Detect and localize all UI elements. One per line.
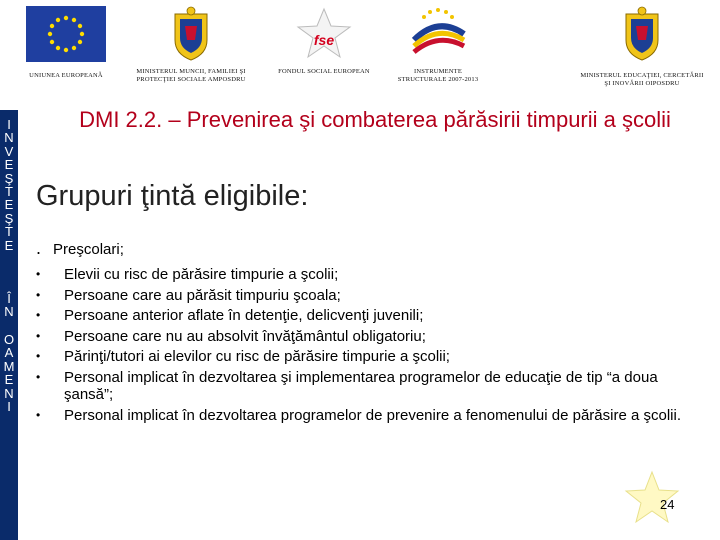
list-item-text: Personal implicat în dezvoltarea programelor de prevenire a fenomenului de părăsire a şcolii. [64, 406, 681, 424]
first-list-item [36, 238, 124, 259]
sidebar-letter: T [5, 224, 13, 240]
list-item-text: Persoane care nu au absolvit învăţământul obligatoriu; [64, 327, 426, 345]
fse-logo-text: fse [313, 32, 335, 48]
list-item [36, 348, 708, 366]
first-item-text: Preşcolari; [53, 241, 124, 258]
logo-bar [0, 0, 720, 100]
logo-ministry-education [580, 6, 704, 88]
logo-caption: MINISTERUL EDUCAŢIEI, CERCETĂRII ŞI INOVĂRII OIPOSDRU [580, 72, 704, 87]
sidebar-letter: Ş [4, 210, 14, 226]
bullet-icon: • [36, 287, 41, 302]
eu-flag-icon [26, 6, 106, 62]
sidebar-letter: N [4, 385, 14, 401]
logo-caption: FONDUL SOCIAL EUROPEAN [278, 68, 370, 75]
sidebar-letter: I [7, 117, 11, 132]
structural-instruments-icon [408, 4, 468, 62]
logo-structural-instruments [380, 4, 496, 84]
logo-eu [14, 6, 118, 80]
sidebar-letter: E [4, 157, 14, 173]
sidebar-letters [0, 118, 18, 413]
sidebar-letter: A [4, 345, 14, 361]
list-item [36, 407, 708, 425]
logo-ministry-labour [126, 6, 256, 84]
list-item [36, 328, 708, 346]
sidebar-letter: N [4, 304, 14, 320]
sidebar-letter: E [4, 197, 14, 213]
list-item [36, 307, 708, 325]
bullet-dot-icon: . [36, 238, 42, 258]
vertical-sidebar [0, 110, 18, 540]
list-item-text: Persoane anterior aflate în detenţie, delicvenţi juvenili; [64, 307, 424, 324]
logo-fse [268, 6, 380, 76]
logo-caption: MINISTERUL MUNCII, FAMILIEI ŞI PROTECŢIEI SOCIALE AMPOSDRU [136, 68, 246, 83]
sidebar-letter: N [4, 130, 14, 146]
logo-caption: UNIUNEA EUROPEANĂ [29, 72, 103, 79]
sidebar-letter: E [4, 237, 14, 253]
sidebar-letter: V [4, 143, 14, 159]
bullet-icon: • [36, 369, 41, 384]
logo-caption: INSTRUMENTE STRUCTURALE 2007-2013 [397, 68, 479, 83]
bullet-icon: • [36, 328, 41, 343]
slide-title: DMI 2.2. – Prevenirea şi combaterea părăsirii timpurii a şcolii [79, 107, 671, 132]
sidebar-letter: Î [7, 291, 11, 307]
list-item-text: Personal implicat în dezvoltarea şi implementarea programelor de educaţie de tip “a doua şansă”; [64, 368, 658, 403]
sidebar-letter: T [5, 184, 13, 200]
romania-coat-of-arms-icon [622, 6, 662, 62]
slide-subtitle: Grupuri ţintă eligibile: [36, 180, 309, 212]
sidebar-letter: O [3, 331, 15, 347]
list-item-text: Persoane care au părăsit timpuriu şcoala; [64, 286, 341, 304]
list-item-text: Părinţi/tutori ai elevilor cu risc de părăsire timpurie a şcolii; [64, 348, 450, 365]
sidebar-letter: E [4, 372, 14, 388]
bullet-icon: • [36, 349, 41, 363]
target-groups-list [36, 266, 708, 427]
page-number: 24 [660, 497, 675, 512]
list-item [36, 287, 708, 305]
sidebar-letter: Ş [4, 170, 14, 186]
sidebar-letter: I [7, 398, 11, 414]
bullet-icon: • [36, 407, 41, 422]
list-item [36, 266, 708, 284]
sidebar-letter: M [3, 358, 15, 374]
bullet-icon: • [36, 308, 41, 322]
list-item-text: Elevii cu risc de părăsire timpurie a şcolii; [64, 266, 339, 283]
bullet-icon: • [36, 267, 41, 281]
romania-coat-of-arms-icon [171, 6, 211, 62]
list-item [36, 369, 708, 404]
